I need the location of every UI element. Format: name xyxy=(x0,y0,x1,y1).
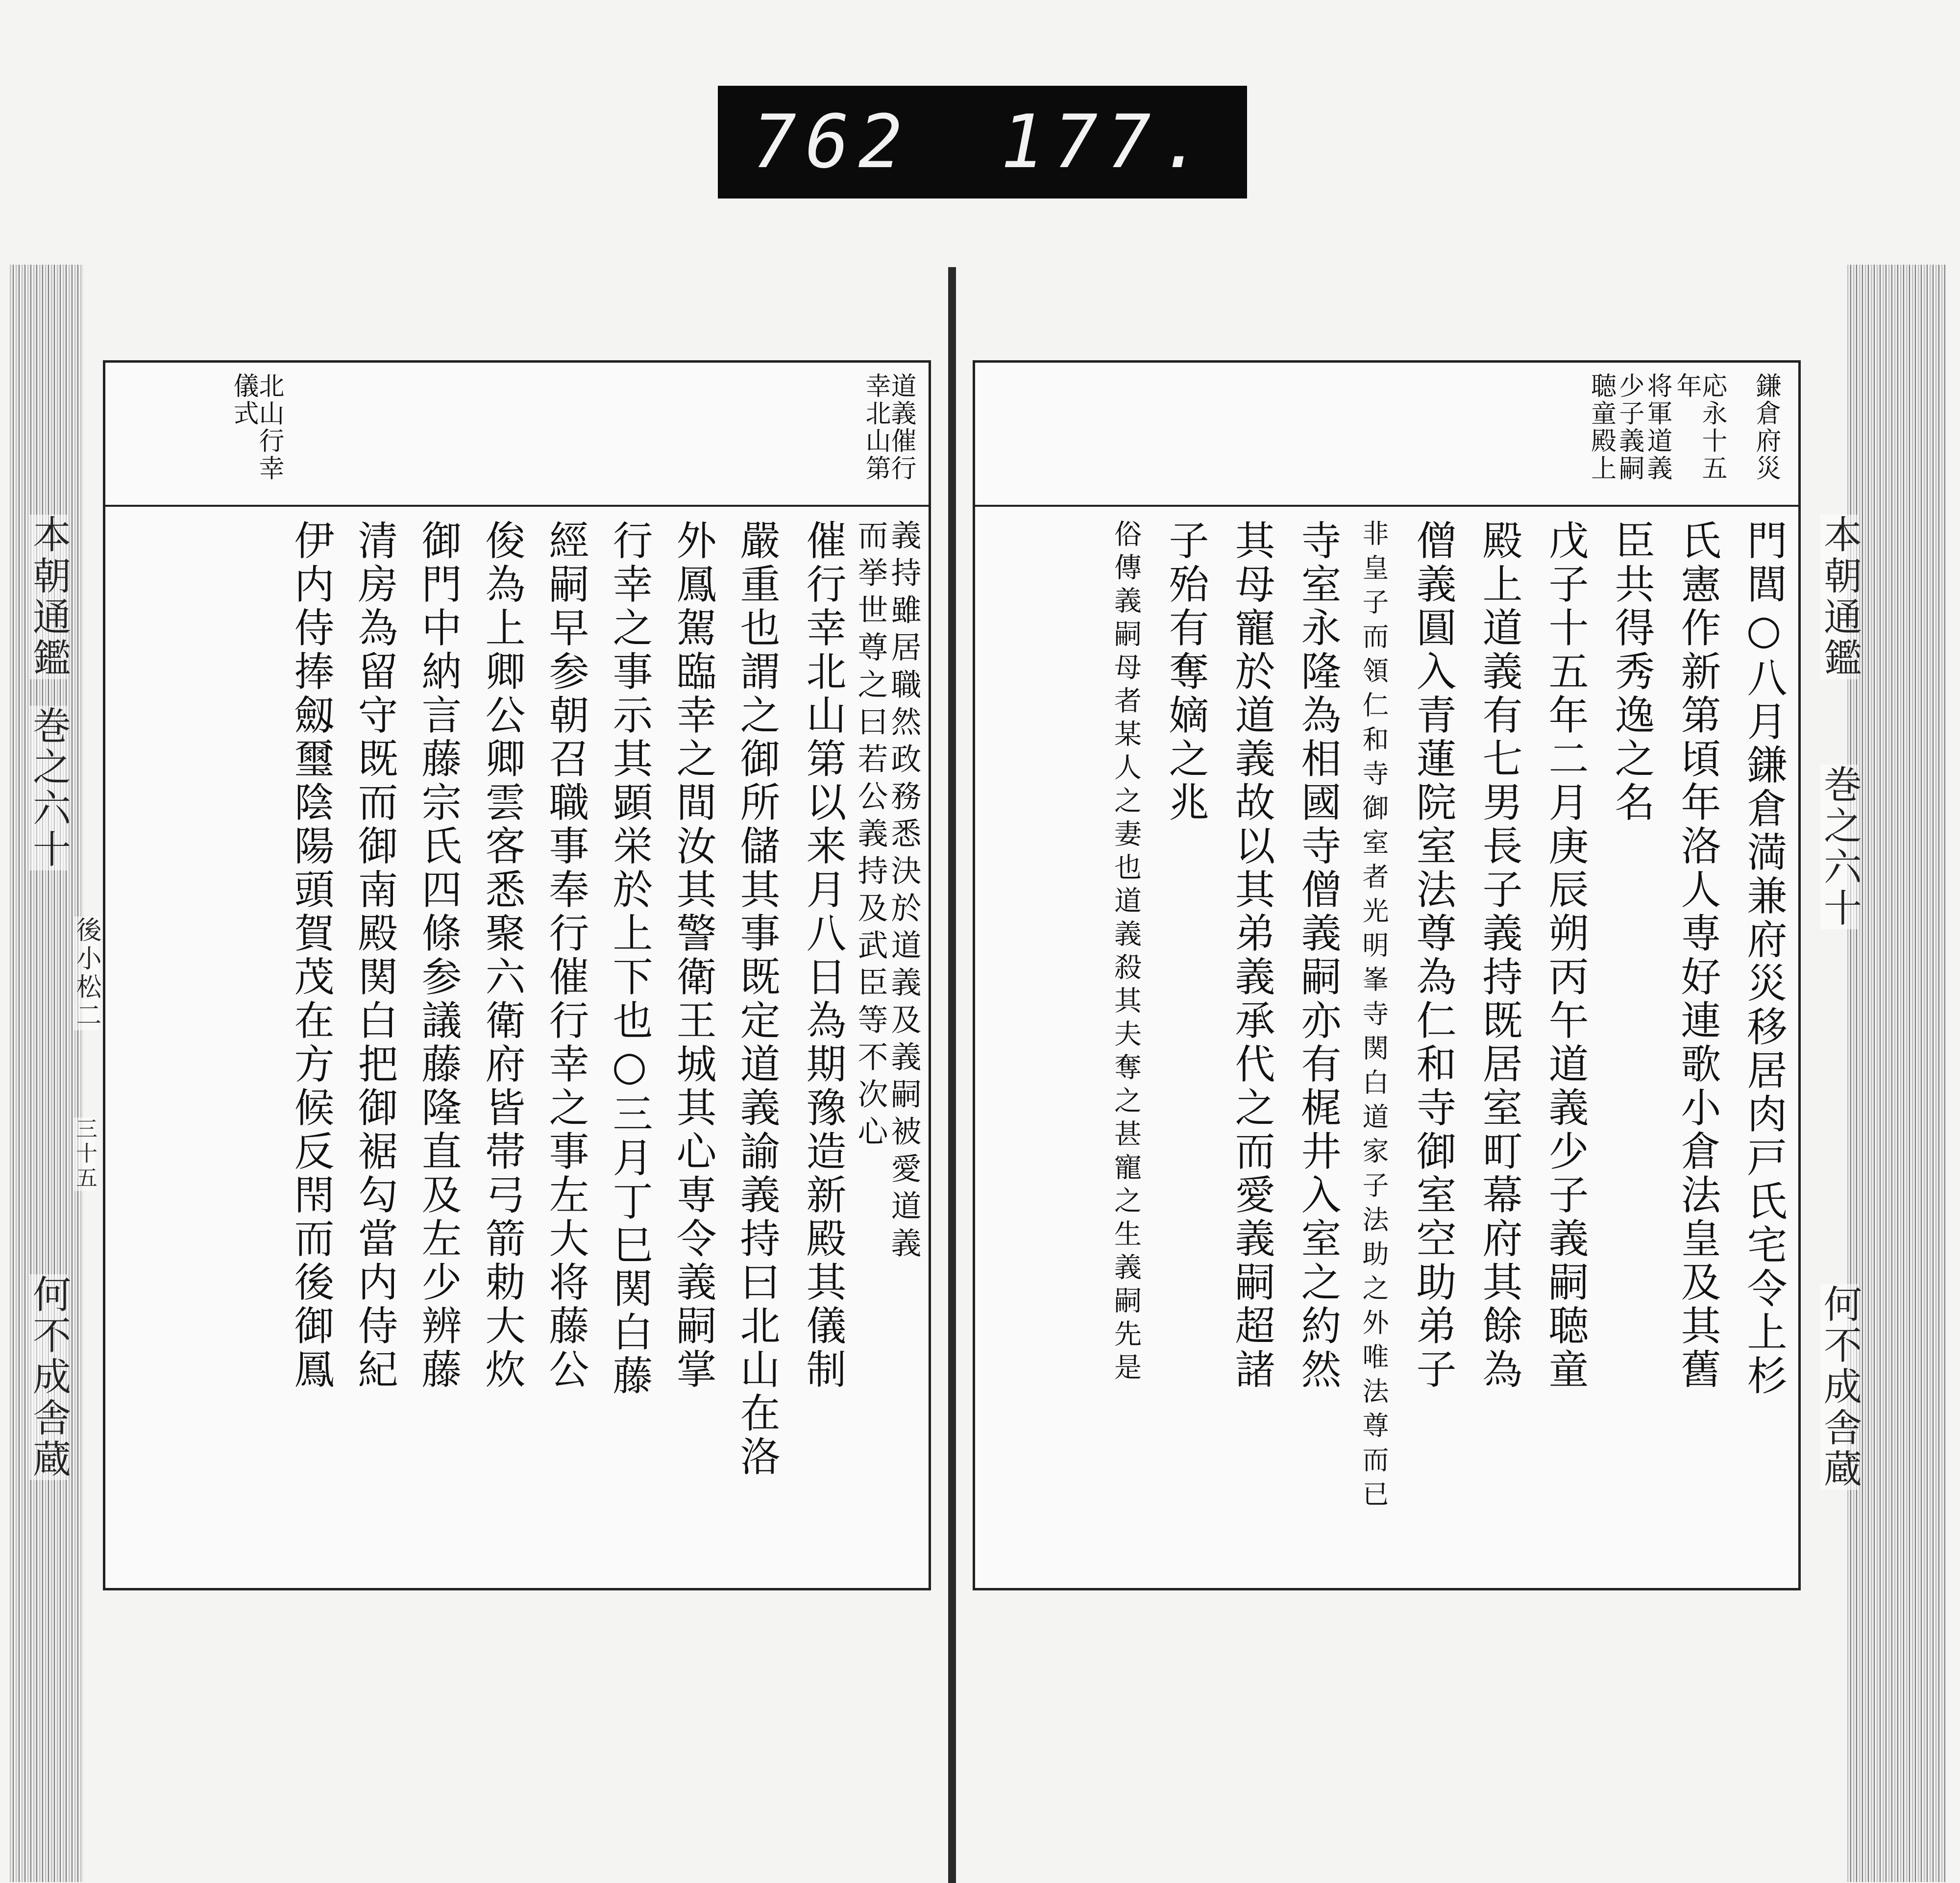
left-page xyxy=(103,360,931,1590)
left-edge-publisher: 何不成舎蔵 xyxy=(26,1274,71,1480)
right-head-note: 将軍道義少子義嗣聴童殿上 xyxy=(1586,372,1672,482)
left-text-column: 行幸之事示其顕栄於上下也○三月丁巳関白藤 xyxy=(606,520,653,1398)
left-head-note: 北山行幸儀式 xyxy=(229,372,284,482)
right-head-band xyxy=(975,363,1798,507)
left-page-edge xyxy=(10,265,83,1882)
left-text-column: 經嗣早参朝召職事奉行催行幸之事左大将藤公 xyxy=(542,520,589,1392)
left-text-column: 而挙世尊之曰若公義持及武臣等不次心 xyxy=(853,520,888,1153)
right-text-column: 氏憲作新第頃年洛人専好連歌小倉法皇及其舊 xyxy=(1674,520,1721,1392)
right-page xyxy=(973,360,1801,1590)
left-edge-sub: 後小松二 xyxy=(72,917,101,1030)
right-head-note: 応永十五年 xyxy=(1672,372,1727,482)
right-edge-title: 本朝通鑑 xyxy=(1817,515,1862,679)
right-head-note: 鎌倉府災 xyxy=(1751,372,1781,482)
left-head-note: 道義催行幸北山第 xyxy=(861,372,916,482)
right-text-column: 子殆有奪嫡之兆 xyxy=(1162,520,1209,825)
right-page-edge xyxy=(1847,265,1945,1882)
left-text-column: 御門中納言藤宗氏四條参議藤隆直及左少辨藤 xyxy=(415,520,462,1392)
left-edge-page-number: 三十五 xyxy=(72,1117,97,1191)
left-text-column: 外鳳駕臨幸之間汝其警衛王城其心専令義嗣掌 xyxy=(670,520,716,1392)
left-head-band xyxy=(105,363,929,507)
left-text-column: 義持雖居職然政務悉決於道義及義嗣被愛道義 xyxy=(886,520,922,1264)
left-edge-volume: 巻之六十 xyxy=(26,706,71,870)
right-text-column: 僧義圓入青蓮院室法尊為仁和寺御室空助弟子 xyxy=(1410,520,1456,1392)
left-text-column: 伊内侍捧劔璽陰陽頭賀茂在方候反閇而後御鳳 xyxy=(288,520,334,1392)
left-text-column: 俊為上卿公卿雲客悉聚六衛府皆帯弓箭勅大炊 xyxy=(479,520,525,1392)
right-text-column: 門閭○八月鎌倉満兼府災移居肉戸氏宅令上杉 xyxy=(1740,520,1787,1398)
left-text-column: 嚴重也謂之御所儲其事既定道義諭義持曰北山在洛 xyxy=(734,520,780,1479)
right-text-column: 殿上道義有七男長子義持既居室町幕府其餘為 xyxy=(1476,520,1522,1392)
book-spine xyxy=(948,267,956,1883)
right-text-column: 寺室永隆為相國寺僧義嗣亦有梶井入室之約然 xyxy=(1295,520,1341,1392)
label-number-left: 762 xyxy=(752,99,911,185)
accession-label xyxy=(718,86,1247,198)
left-text-column: 清房為留守既而御南殿関白把御裾勾當内侍紀 xyxy=(351,520,398,1392)
right-edge-volume: 巻之六十 xyxy=(1817,765,1862,929)
right-text-column: 戊子十五年二月庚辰朔丙午道義少子義嗣聴童 xyxy=(1542,520,1589,1392)
right-text-column: 俗傳義嗣母者某人之妻也道義殺其夫奪之甚寵之生義嗣先是 xyxy=(1110,520,1142,1386)
label-number-right: 177. xyxy=(1000,99,1213,185)
right-text-column: 臣共得秀逸之名 xyxy=(1608,520,1655,825)
right-text-column: 非皇子而領仁和寺御室者光明峯寺関白道家子法助之外唯法尊而已 xyxy=(1358,520,1389,1514)
right-edge-publisher: 何不成舎蔵 xyxy=(1817,1284,1862,1490)
right-text-column: 其母寵於道義故以其弟義承代之而愛義嗣超諸 xyxy=(1228,520,1275,1392)
left-edge-title: 本朝通鑑 xyxy=(26,515,71,679)
left-text-column: 催行幸北山第以来月八日為期豫造新殿其儀制 xyxy=(800,520,846,1392)
